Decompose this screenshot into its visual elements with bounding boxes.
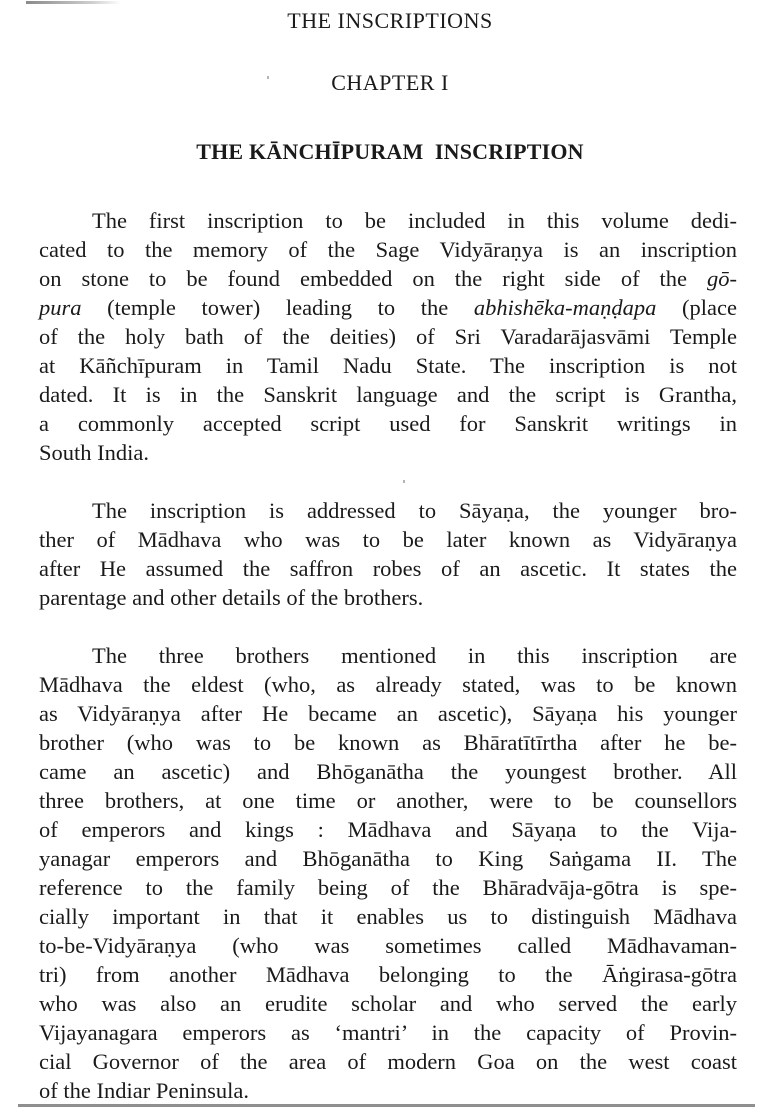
chapter-title: THE KĀNCHĪPURAM INSCRIPTION <box>196 139 584 164</box>
text-line: pura (temple tower) leading to the abhishēka-maṇḍapa (place <box>39 295 737 320</box>
text-line: Mādhava the eldest (who, as already stated, was to be known <box>39 672 737 697</box>
paragraph-3 <box>39 641 737 1105</box>
text-line: who was also an erudite scholar and who served the early <box>39 991 737 1016</box>
text-line: The inscription is addressed to Sāyaṇa, the younger bro- <box>92 498 737 523</box>
text-line: at Kāñchīpuram in Tamil Nadu State. The inscription is not <box>39 353 737 378</box>
text-line: came an ascetic) and Bhōganātha the youngest brother. All <box>39 759 737 784</box>
text-line: dated. It is in the Sanskrit language and the script is Grantha, <box>39 382 737 407</box>
text-line: on stone to be found embedded on the right side of the gō- <box>39 266 737 291</box>
text-line: The first inscription to be included in this volume dedi- <box>92 208 737 233</box>
text-line: of emperors and kings : Mādhava and Sāyaṇa to the Vija- <box>39 817 737 842</box>
text-line: South India. <box>39 440 149 465</box>
text-line: a commonly accepted script used for Sanskrit writings in <box>39 411 737 436</box>
scan-speck <box>403 480 405 483</box>
text-line: of the holy bath of the deities) of Sri Varadarājasvāmi Temple <box>39 324 737 349</box>
chapter-number: CHAPTER I <box>331 70 449 95</box>
text-line: three brothers, at one time or another, were to be counsellors <box>39 788 737 813</box>
scan-speck <box>267 76 269 79</box>
paragraph-1 <box>39 206 737 467</box>
text-line: to-be-Vidyāraṇya (who was sometimes called Mādhavaman- <box>39 933 737 958</box>
text-line: The three brothers mentioned in this inscription are <box>92 643 737 668</box>
text-line: cated to the memory of the Sage Vidyāraṇya is an inscription <box>39 237 737 262</box>
page-bottom-rule <box>18 1104 755 1107</box>
text-line: cially important in that it enables us to distinguish Mādhava <box>39 904 737 929</box>
running-head: THE INSCRIPTIONS <box>287 8 493 33</box>
text-line: ther of Mādhava who was to be later known as Vidyāraṇya <box>39 527 737 552</box>
text-line: as Vidyāraṇya after He became an ascetic), Sāyaṇa his younger <box>39 701 737 726</box>
text-line: Vijayanagara emperors as ‘mantri’ in the capacity of Provin- <box>39 1020 737 1045</box>
scan-edge-artifact <box>26 1 121 4</box>
text-line: after He assumed the saffron robes of an ascetic. It states the <box>39 556 737 581</box>
text-line: brother (who was to be known as Bhāratītīrtha after he be- <box>39 730 737 755</box>
text-line: parentage and other details of the brothers. <box>39 585 424 610</box>
text-line: of the Indiar Peninsula. <box>39 1078 249 1103</box>
text-line: yanagar emperors and Bhōganātha to King Saṅgama II. The <box>39 846 737 871</box>
text-line: reference to the family being of the Bhāradvāja-gōtra is spe- <box>39 875 737 900</box>
text-line: tri) from another Mādhava belonging to the Āṅgirasa-gōtra <box>39 962 737 987</box>
paragraph-2 <box>39 496 737 612</box>
text-line: cial Governor of the area of modern Goa on the west coast <box>39 1049 737 1074</box>
